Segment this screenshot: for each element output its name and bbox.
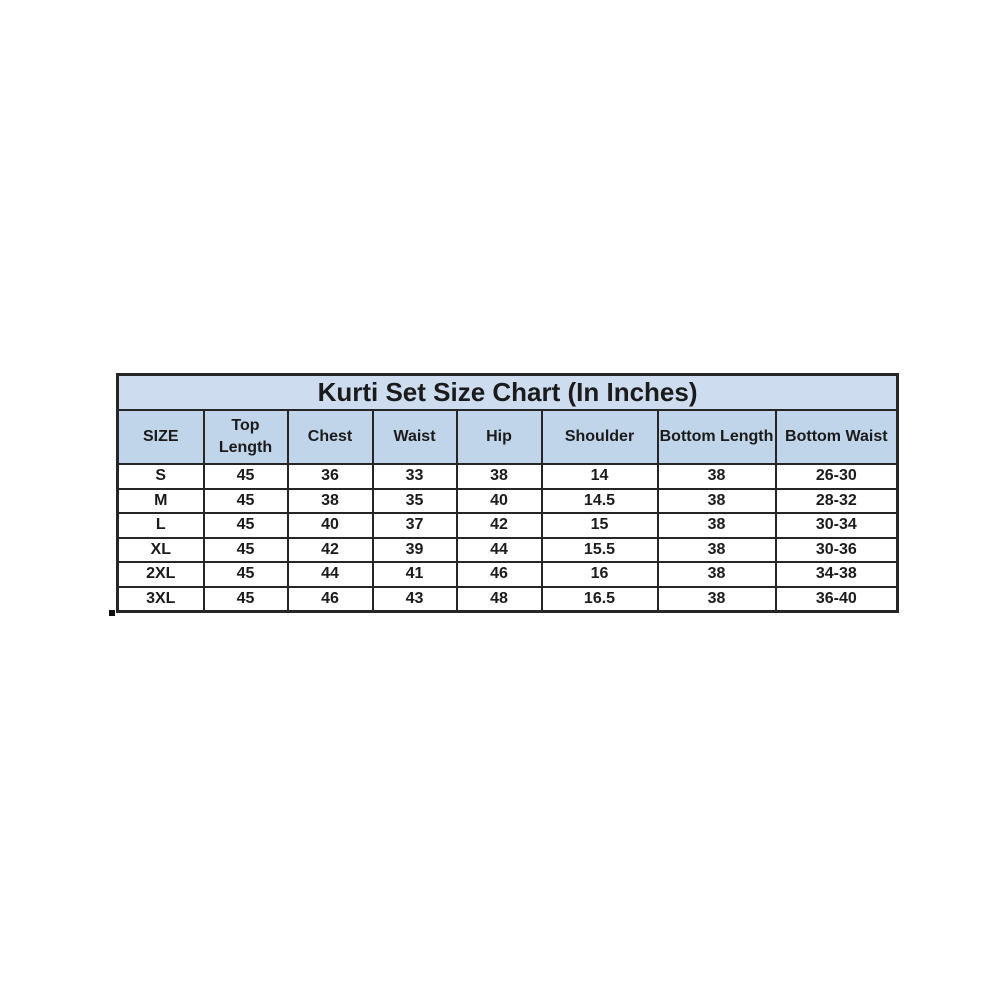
table-cell: 26-30: [776, 464, 898, 489]
table-cell: 46: [288, 587, 373, 612]
col-header-bottom-length: Bottom Length: [658, 410, 776, 464]
table-cell: 38: [658, 587, 776, 612]
table-row-2xl: [118, 562, 898, 587]
table-row-3xl: [118, 587, 898, 612]
col-header-hip: Hip: [457, 410, 542, 464]
table-cell: 30-36: [776, 538, 898, 563]
table-row-s: [118, 464, 898, 489]
table-cell: 45: [204, 464, 288, 489]
size-label: L: [118, 513, 204, 538]
size-label: M: [118, 489, 204, 514]
size-label: 2XL: [118, 562, 204, 587]
table-cell: 44: [457, 538, 542, 563]
table-cell: 38: [658, 489, 776, 514]
col-header-waist: Waist: [373, 410, 457, 464]
table-row-l: [118, 513, 898, 538]
header-row: [118, 410, 898, 464]
table-cell: 43: [373, 587, 457, 612]
table-cell: 38: [457, 464, 542, 489]
table-cell: 39: [373, 538, 457, 563]
size-label: S: [118, 464, 204, 489]
table-cell: 16.5: [542, 587, 658, 612]
table-cell: 14.5: [542, 489, 658, 514]
table-cell: 36-40: [776, 587, 898, 612]
table-cell: 45: [204, 489, 288, 514]
table-cell: 46: [457, 562, 542, 587]
table-cell: 45: [204, 513, 288, 538]
table-cell: 37: [373, 513, 457, 538]
col-header-top-length: Top Length: [204, 410, 288, 464]
table-cell: 42: [288, 538, 373, 563]
col-header-bottom-waist: Bottom Waist: [776, 410, 898, 464]
table-cell: 42: [457, 513, 542, 538]
table-cell: 40: [288, 513, 373, 538]
col-header-shoulder: Shoulder: [542, 410, 658, 464]
table-cell: 38: [658, 464, 776, 489]
title-row: [118, 375, 898, 411]
table-cell: 45: [204, 538, 288, 563]
table-cell: 45: [204, 562, 288, 587]
table-cell: 33: [373, 464, 457, 489]
size-label: XL: [118, 538, 204, 563]
table-cell: 15.5: [542, 538, 658, 563]
table-cell: 38: [658, 538, 776, 563]
table-cell: 44: [288, 562, 373, 587]
table-cell: 15: [542, 513, 658, 538]
size-chart: [116, 373, 899, 613]
table-cell: 38: [658, 562, 776, 587]
table-cell: 30-34: [776, 513, 898, 538]
size-chart-table: [116, 373, 899, 613]
col-header-chest: Chest: [288, 410, 373, 464]
table-row-xl: [118, 538, 898, 563]
table-cell: 40: [457, 489, 542, 514]
table-cell: 16: [542, 562, 658, 587]
table-row-m: [118, 489, 898, 514]
table-cell: 38: [288, 489, 373, 514]
col-header-size: SIZE: [118, 410, 204, 464]
size-label: 3XL: [118, 587, 204, 612]
table-cell: 34-38: [776, 562, 898, 587]
bottom-left-corner-marker: [109, 610, 115, 616]
table-cell: 28-32: [776, 489, 898, 514]
table-cell: 36: [288, 464, 373, 489]
table-cell: 38: [658, 513, 776, 538]
table-cell: 14: [542, 464, 658, 489]
table-cell: 48: [457, 587, 542, 612]
table-cell: 45: [204, 587, 288, 612]
table-cell: 35: [373, 489, 457, 514]
table-cell: 41: [373, 562, 457, 587]
chart-title: Kurti Set Size Chart (In Inches): [118, 375, 898, 411]
